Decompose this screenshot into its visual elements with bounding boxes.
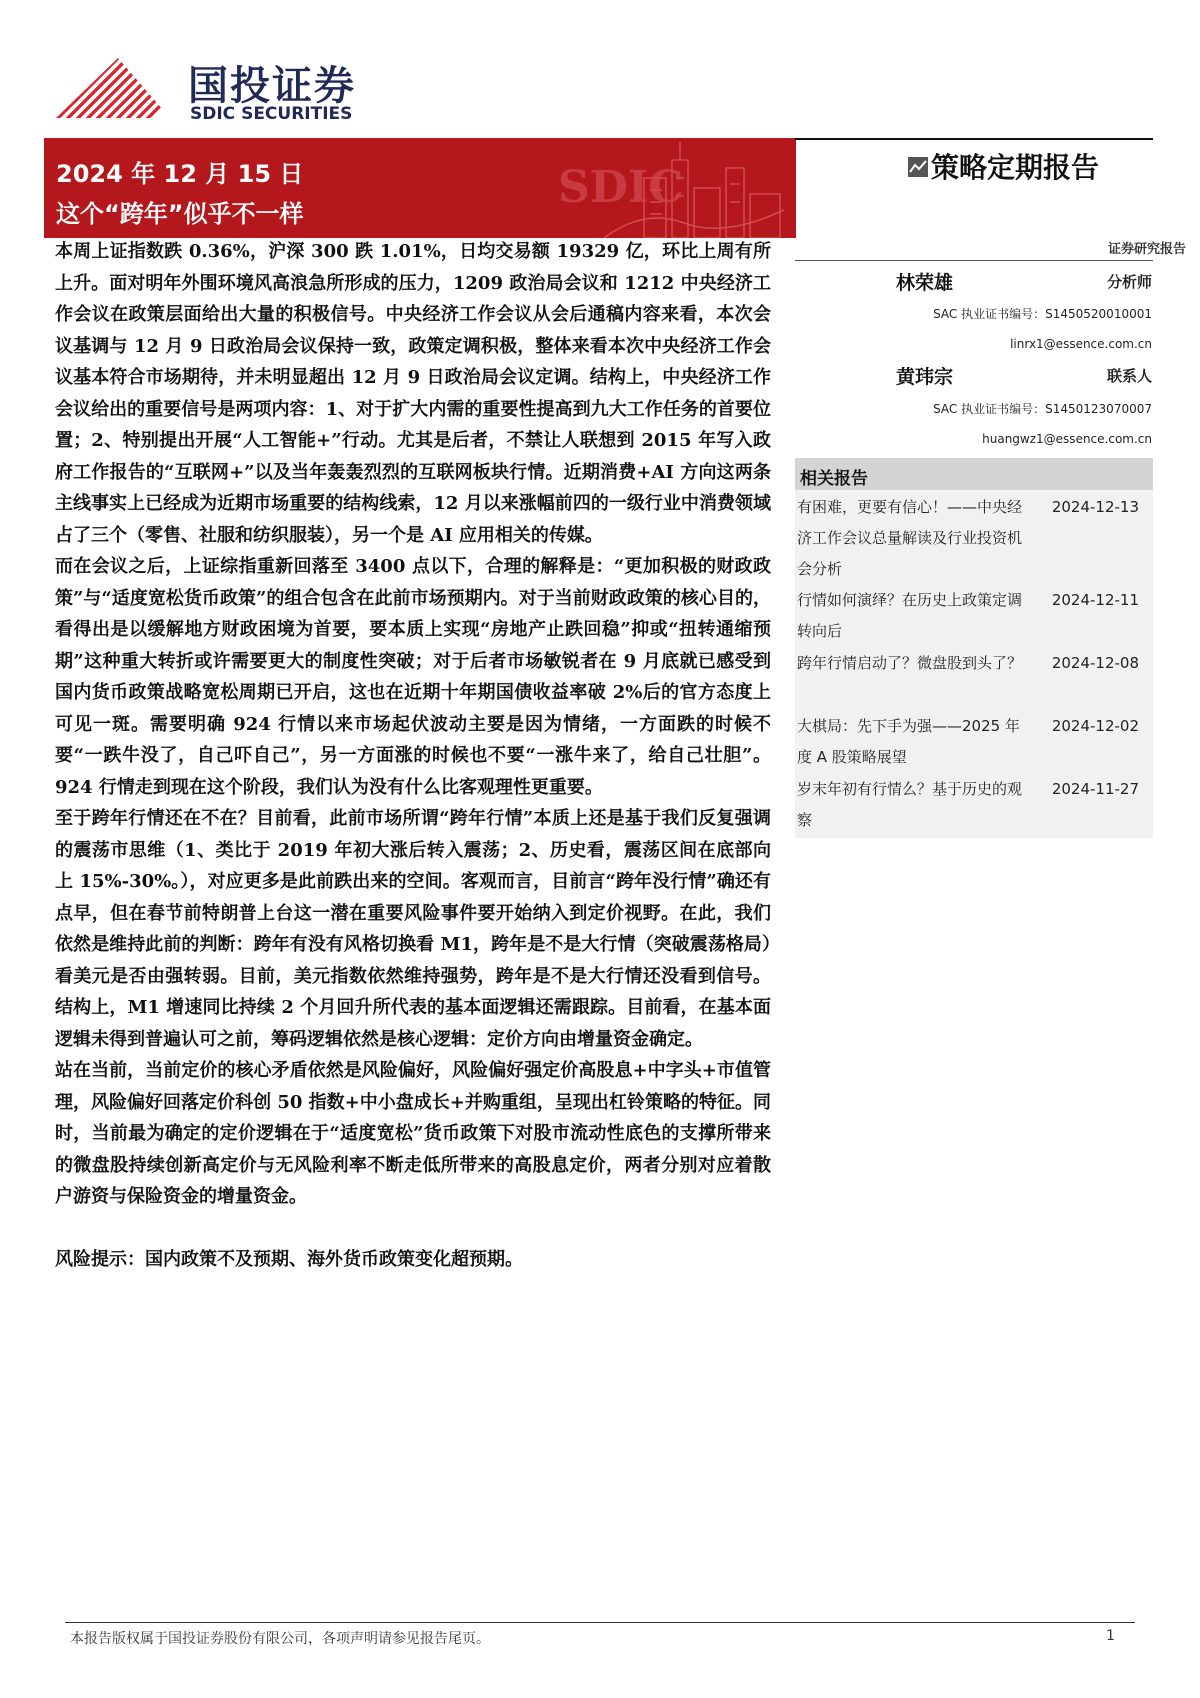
related-report-date: 2024-11-27	[1051, 780, 1139, 798]
related-report-title[interactable]: 大棋局：先下手为强——2025 年度 A 股策略展望	[797, 717, 1020, 766]
report-type-label: 策略定期报告	[931, 151, 1100, 184]
body-paragraph: 本周上证指数跌 0.36%，沪深 300 跌 1.01%，日均交易额 19329 亿，环比上周有所上升。面对明年外围环境风高浪急所形成的压力，1209 政治局会议和 1212 中央经济工作会议在政策层面给出大量的积极信号。中央经济工作会议从会后通稿内容来看，本次会议基调与 12 月 9 日政治局会议保持一致，政策定调积极，整体来看本次中央经济工作会议基本符合市场期待，并未明显超出 12 月 9 日政治局会议定调。结构上，中央经济工作会议给出的重要信号是两项内容：1、对于扩大内需的重要性提高到九大工作任务的首要位置；2、特别提出开展“人工智能+”行动。尤其是后者，不禁让人联想到 2015 年写入政府工作报告的“互联网+”以及当年轰轰烈烈的互联网板块行情。近期消费+AI 方向这两条主线事实上已经成为近期市场重要的结构线索，12 月以来涨幅前四的一级行业中消费领域占了三个（零售、社服和纺织服装），另一个是 AI 应用相关的传媒。	[55, 241, 771, 546]
banner-watermark: SDIC	[558, 162, 684, 213]
related-report-date: 2024-12-11	[1051, 591, 1139, 609]
body-paragraph: 站在当前，当前定价的核心矛盾依然是风险偏好，风险偏好强定价高股息+中字头+市值管理，风险偏好回落定价科创 50 指数+中小盘成长+并购重组，呈现出杠铃策略的特征。同时，当前最为确定的定价逻辑在于“适度宽松”货币政策下对股市流动性底色的支撑所带来的微盘股持续创新高定价与无风险利率不断走低所带来的高股息定价，两者分别对应着散户游资与保险资金的增量资金。	[55, 1060, 771, 1207]
research-report-label: 证券研究报告	[1107, 242, 1186, 257]
page-number: 1	[1106, 1628, 1115, 1644]
related-report-date: 2024-12-13	[1051, 498, 1139, 516]
logo-english-name: SDIC SECURITIES	[190, 104, 353, 124]
analyst-role: 分析师	[1106, 273, 1152, 291]
analyst-role: 联系人	[1106, 367, 1152, 385]
company-logo	[52, 48, 372, 128]
report-date: 2024 年 12 月 15 日	[56, 160, 304, 188]
analyst-name: 黄玮宗	[896, 366, 954, 388]
report-body	[55, 236, 771, 1275]
analyst-divider	[795, 260, 1153, 261]
related-report-title[interactable]: 跨年行情启动了？微盘股到头了？	[797, 654, 1023, 672]
related-reports-header	[795, 458, 1153, 490]
analyst-email[interactable]: linrx1@essence.com.cn	[1010, 337, 1152, 351]
body-paragraph: 至于跨年行情还在不在？目前看，此前市场所谓“跨年行情”本质上还是基于我们反复强调的震荡市思维（1、类比于 2019 年初大涨后转入震荡；2、历史看，震荡区间在底部向上 15%-30%。），对应更多是此前跌出来的空间。客观而言，目前言“跨年没行情”确还有点早，但在春节前特朗普上台这一潜在重要风险事件要开始纳入到定价视野。在此，我们依然是维持此前的判断：跨年有没有风格切换看 M1，跨年是不是大行情（突破震荡格局）看美元是否由强转弱。目前，美元指数依然维持强势，跨年是不是大行情还没看到信号。结构上，M1 增速同比持续 2 个月回升所代表的基本面逻辑还需跟踪。目前看，在基本面逻辑未得到普遍认可之前，筹码逻辑依然是核心逻辑：定价方向由增量资金确定。	[55, 808, 771, 1050]
footer-divider	[65, 1622, 1135, 1623]
related-reports-title: 相关报告	[800, 469, 868, 489]
analyst-name: 林荣雄	[896, 272, 954, 294]
related-report-title[interactable]: 行情如何演绎？在历史上政策定调转向后	[797, 591, 1023, 640]
report-banner	[44, 138, 796, 238]
related-report-title[interactable]: 岁末年初有行情么？基于历史的观察	[797, 780, 1023, 829]
analyst-sac-number: SAC 执业证书编号：S1450123070007	[933, 402, 1152, 416]
report-type-header	[795, 138, 1153, 188]
related-report-title[interactable]: 有困难，更要有信心！——中央经济工作会议总量解读及行业投资机会分析	[797, 498, 1023, 578]
logo-stripes-icon	[52, 54, 172, 120]
related-reports-panel	[795, 458, 1153, 838]
logo-chinese-name: 国投证券	[188, 63, 356, 109]
analyst-email[interactable]: huangwz1@essence.com.cn	[982, 432, 1152, 446]
risk-warning: 风险提示：国内政策不及预期、海外货币政策变化超预期。	[55, 1248, 523, 1270]
body-paragraph: 而在会议之后，上证综指重新回落至 3400 点以下，合理的解释是：“更加积极的财政政策”与“适度宽松货币政策”的组合包含在此前市场预期内。对于当前财政政策的核心目的，看得出是以缓解地方财政困境为首要，要本质上实现“房地产止跌回稳”抑或“扭转通缩预期”这种重大转折或许需要更大的制度性突破；对于后者市场敏锐者在 9 月底就已感受到国内货币政策战略宽松周期已开启，这也在近期十年期国债收益率破 2%后的官方态度上可见一斑。需要明确 924 行情以来市场起伏波动主要是因为情绪，一方面跌的时候不要“一跌牛没了，自己吓自己”，另一方面涨的时候也不要“一涨牛来了，给自己壮胆”。924 行情走到现在这个阶段，我们认为没有什么比客观理性更重要。	[55, 556, 771, 798]
copyright-notice: 本报告版权属于国投证券股份有限公司，各项声明请参见报告尾页。	[70, 1631, 490, 1647]
report-title: 这个“跨年”似乎不一样	[56, 200, 304, 228]
analyst-sac-number: SAC 执业证书编号：S1450520010001	[933, 307, 1152, 321]
related-report-date: 2024-12-08	[1051, 654, 1139, 672]
chart-line-icon	[907, 156, 929, 178]
related-report-date: 2024-12-02	[1051, 717, 1139, 735]
